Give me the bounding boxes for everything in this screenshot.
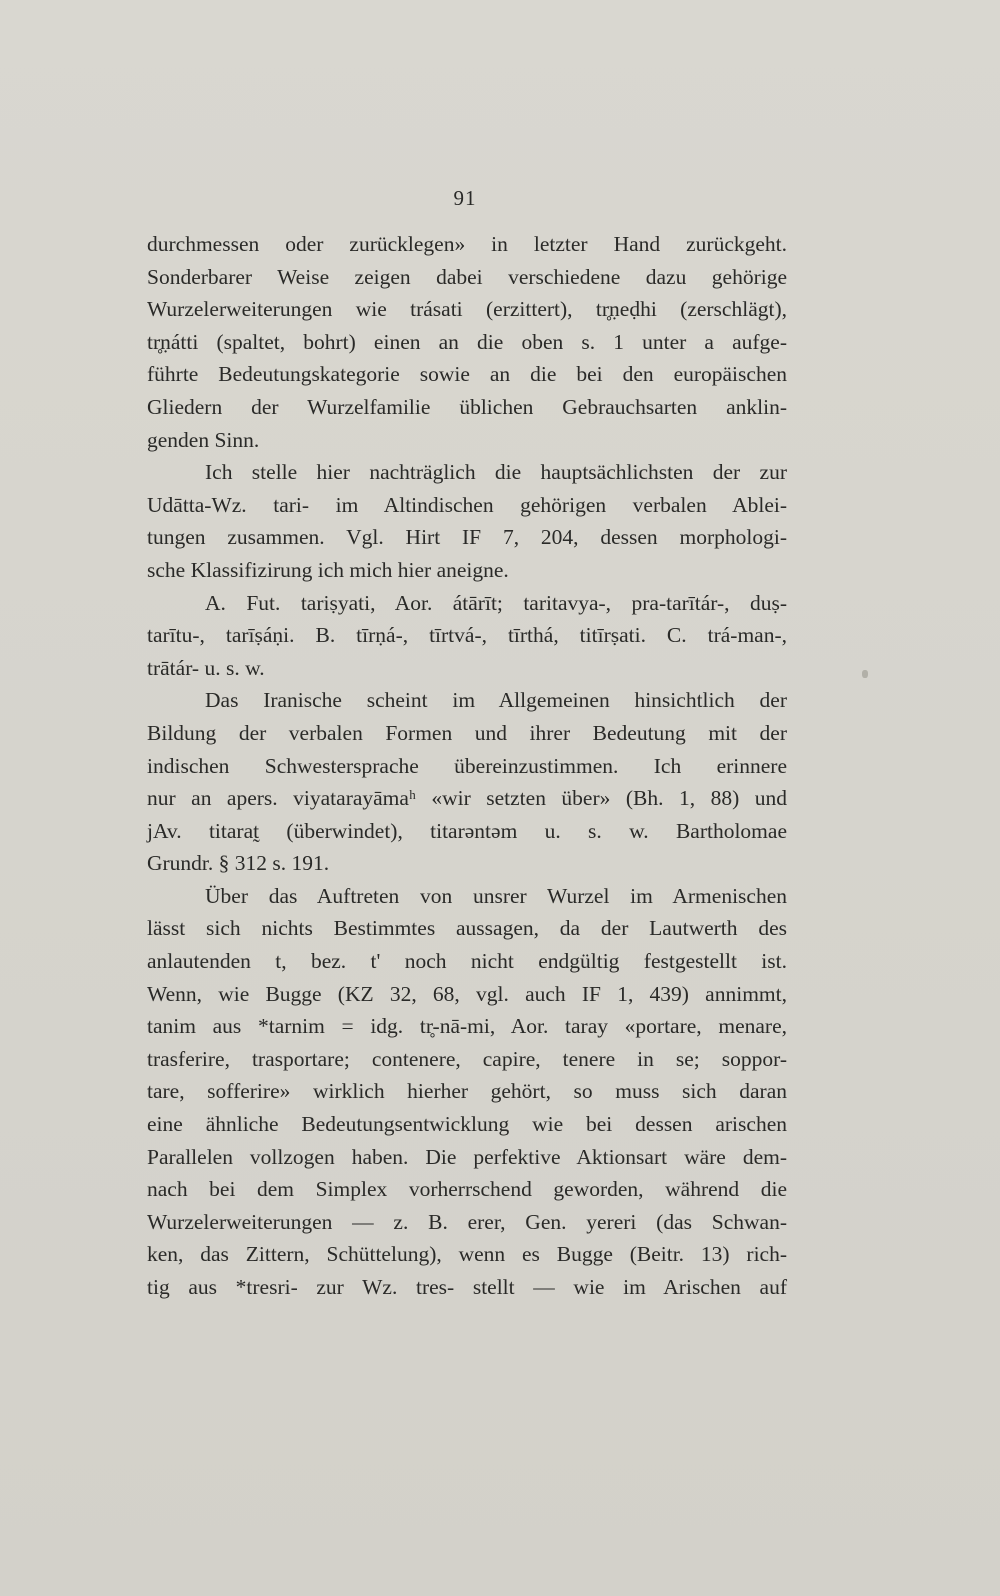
text-line: tr̥ṇátti (spaltet, bohrt) einen an die oben s. 1 unter a aufge- bbox=[147, 329, 787, 354]
text-line: führte Bedeutungskategorie sowie an die bei den europäischen bbox=[147, 362, 787, 387]
text-line: anlautenden t, bez. t' noch nicht endgültig festgestellt ist. bbox=[147, 949, 787, 974]
text-line: tare, sofferire» wirklich hierher gehört, so muss sich daran bbox=[147, 1079, 787, 1104]
text-line: Sonderbarer Weise zeigen dabei verschiedene dazu gehörige bbox=[147, 264, 787, 289]
paragraph-1 bbox=[147, 228, 787, 456]
text-line: eine ähnliche Bedeutungsentwicklung wie bei dessen arischen bbox=[147, 1112, 787, 1137]
paragraph-3 bbox=[147, 587, 787, 685]
text-line: sche Klassifizirung ich mich hier aneigne. bbox=[147, 557, 509, 582]
page-number: 91 bbox=[453, 186, 477, 210]
text-line: A. Fut. tariṣyati, Aor. átārīt; taritavya-, pra-tarītár-, duṣ- bbox=[205, 590, 787, 615]
text-line: Über das Auftreten von unsrer Wurzel im Armenischen bbox=[205, 883, 787, 908]
body-text bbox=[147, 228, 787, 1304]
text-line: tungen zusammen. Vgl. Hirt IF 7, 204, dessen morphologi- bbox=[147, 525, 787, 550]
text-line: durchmessen oder zurücklegen» in letzter Hand zurückgeht. bbox=[147, 232, 787, 256]
text-line: Udātta-Wz. tari- im Altindischen gehörigen verbalen Ablei- bbox=[147, 492, 787, 517]
text-line: tanim aus *tarnim = idg. tr̥-nā-mi, Aor. taray «portare, menare, bbox=[147, 1014, 787, 1039]
text-line: Das Iranische scheint im Allgemeinen hinsichtlich der bbox=[205, 688, 787, 713]
text-line: jAv. titarat̰ (überwindet), titarəntəm u. s. w. Bartholomae bbox=[147, 818, 787, 843]
paragraph-5 bbox=[147, 880, 787, 1304]
text-line: trasferire, trasportare; contenere, capire, tenere in se; soppor- bbox=[147, 1046, 787, 1071]
scan-speck bbox=[862, 670, 868, 678]
text-line: Wurzelerweiterungen wie trásati (erzittert), tr̥ṇeḍhi (zerschlägt), bbox=[147, 297, 787, 322]
text-line: lässt sich nichts Bestimmtes aussagen, da der Lautwerth des bbox=[147, 916, 787, 941]
paragraph-4 bbox=[147, 684, 787, 880]
text-line: nach bei dem Simplex vorherrschend geworden, während die bbox=[147, 1177, 787, 1202]
text-line: Wenn, wie Bugge (KZ 32, 68, vgl. auch IF 1, 439) annimmt, bbox=[147, 981, 787, 1006]
text-line: nur an apers. viyatarayāmaʰ «wir setzten über» (Bh. 1, 88) und bbox=[147, 786, 787, 811]
text-line: Ich stelle hier nachträglich die hauptsächlichsten der zur bbox=[205, 460, 787, 485]
text-line: Parallelen vollzogen haben. Die perfektive Aktionsart wäre dem- bbox=[147, 1144, 787, 1169]
text-line: tig aus *tresri- zur Wz. tres- stellt — wie im Arischen auf bbox=[147, 1275, 787, 1299]
text-line: ken, das Zittern, Schüttelung), wenn es Bugge (Beitr. 13) rich- bbox=[147, 1242, 787, 1267]
text-line: Grundr. § 312 s. 191. bbox=[147, 851, 330, 876]
text-line: Gliedern der Wurzelfamilie üblichen Gebrauchsarten anklin- bbox=[147, 394, 787, 419]
text-line: Wurzelerweiterungen — z. B. erer, Gen. yereri (das Schwan- bbox=[147, 1209, 787, 1234]
text-line: genden Sinn. bbox=[147, 427, 260, 452]
paragraph-2 bbox=[147, 456, 787, 586]
text-line: tarītu-, tarīṣáṇi. B. tīrṇá-, tīrtvá-, tīrthá, titīrṣati. C. trá-man-, bbox=[147, 623, 787, 648]
text-line: indischen Schwestersprache übereinzustimmen. Ich erinnere bbox=[147, 753, 787, 778]
text-line: Bildung der verbalen Formen und ihrer Bedeutung mit der bbox=[147, 720, 787, 745]
text-line: trātár- u. s. w. bbox=[147, 655, 265, 680]
